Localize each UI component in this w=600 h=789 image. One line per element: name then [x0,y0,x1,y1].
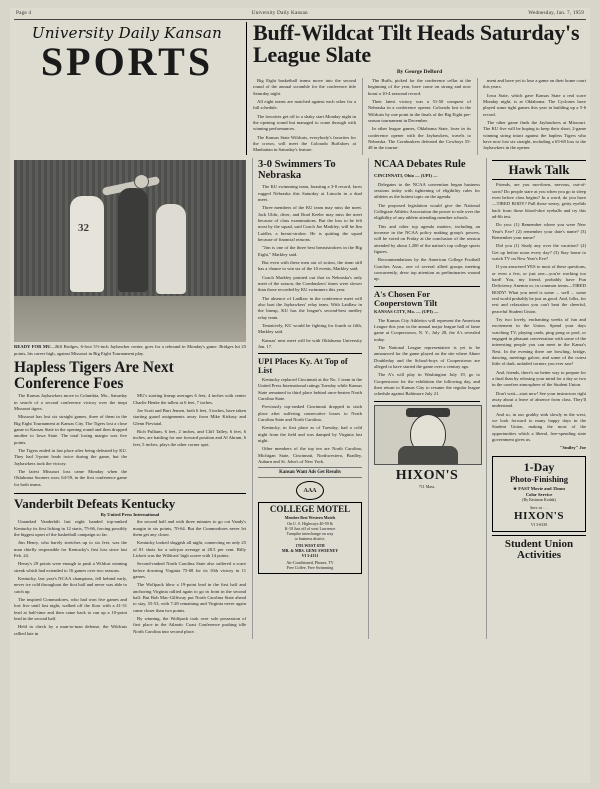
folio-center: University Daily Kansan [251,10,308,16]
motel-services-1: Air-Conditioned, Phones, TV [286,560,334,566]
paragraph: Kentucky replaced Cincinnati at the No. 1 team in the United Press International ratings Tuesday while Kansas State remained in third place behind once-beaten North Carolina State. [258,377,362,401]
paragraph: the second half and with three minutes to go cut Vandy's margin to six points, 70-64. But the Commodores never let them get any closer. [133,519,246,538]
paragraph: Kentucky looked sluggish all night, connecting on only 25 of 81 shots for a sub-par average at 28.5 per cent. Billy Lickert was the Wildcats' high scorer with 14 points. [133,540,246,559]
motel-line-3: Turnpike interchange on way [286,530,334,536]
tigers-col-2 [133,393,246,490]
union-line-1: Student Union [504,537,574,550]
sports-masthead [14,22,246,83]
motel-address: 1703 WEST 6TH [295,543,325,548]
tigers-columns [14,393,246,490]
paragraph: The Tigers ended in last place after being defeated by KU. They had 3-point leads twice during the game, but the Jayhawkers took the victory. [14,448,127,466]
aaa-badge [258,481,362,500]
folio [14,10,586,18]
vanderbilt-headline: Vanderbilt Defeats Kentucky [14,496,176,512]
paragraph: The Kansas State Wildcats, everybody's favorites for the crown, will meet the Colorado Buffaloes at Manhattan in Saturday's feature. [253,134,356,153]
union-line-2: Activities [517,549,561,562]
paragraph: Three members of the KU team may miss the meet. Jack Uhlir, diver, and Brad Keeler may miss the meet because of class examinations. But the loss to be felt most by the squad, said Coach Joe Markley, will be Jim Laidler, a breast-stroker. He is quitting the squad because of financial reasons. [258,205,362,242]
paragraph: The inspired Commodores, who had won five games and lost five until last night, walked off the floor with a 41-31 lead at half-time and then came back to run up a 10-point lead in the second half. [14,597,127,622]
photo-finishing-kodacolor: (By Eastman Kodak) [522,497,556,503]
lead-headline: Buff-Wildcat Tilt Heads Saturday's League Slate [253,20,580,68]
paragraph: Held in check by a man-to-man defense, the Wildcats rallied late in [14,624,127,636]
ncaa-headline: NCAA Debates Rule [374,159,466,171]
tigers-col-1 [14,393,127,490]
motel-line-4: to business district. [294,535,326,541]
paragraph: Don't wait—start now! See your instructors right away about a leave of absence from class. They'll understand. [492,390,586,409]
paragraph: By winning, the Wolfpack took over sole possession of first place in the Atlantic Coast Conference pushing idle North Carolina into second place. [133,616,246,634]
photo-finishing-ad[interactable] [492,456,586,532]
cooperstown-dateline: KANSAS CITY, Mo. — (UPI) — [374,309,439,315]
lead-col-2 [362,78,471,156]
college-motel-ad[interactable] [258,502,362,573]
paragraph: The KU swimming team, boasting a 3-0 record, faces rugged Nebraska this Saturday at Lincoln in a dual meet. [258,184,362,202]
motel-line-2: K-10 Just off of west Lawrence [284,525,336,531]
paragraph: The Buffs, picked for the conference cellar at the beginning of the year, have come on strong and now boast a 10-4 seasonal record. [368,77,471,96]
sports-wordmark: SPORTS [40,39,214,84]
ncaa-body [374,173,480,282]
paragraph: The Wolfpack blew a 19-point lead in the first half and anchoring Virginia rallied again to go in front in the second half. But Bob Mac-Gillivray put North Carolina State ahead to stay, 55-53, with 7:28 remaining and Virginia never again came closer than two points. [133,582,246,613]
cooperstown-body [374,309,480,397]
paragraph: Did you (1) Study any over the vacation? (2) Get up before noon every day? (3) Stay home to watch TV on New Year's Eve? [492,243,586,262]
paragraph: The latest Missouri loss came Monday when the Oklahoma Sooners won, 64-59, in the first conference game for both teams. [14,469,127,487]
photo-caption [14,344,246,356]
motel-owners: MR. & MRS. GENE SWEENEY [281,548,339,554]
paper-script-title: University Daily Kansan [31,24,223,42]
paragraph: In other league games, Oklahoma State, loser in its conference opener with the Jayhawkers, travels to Nebraska. The Cornhuskers defeated the Cowboys 55-48 in the tourna- [368,126,471,151]
paragraph: The A's will play in Washington July 19, go to Cooperstown for the exhibition the following day, and then return to Kansas City to resume the regular league schedule against Baltimore July 21. [374,372,480,397]
paragraph: Unranked Vanderbilt last night handed top-ranked Kentucky its first licking in 12 starts, 75-66, forcing possibly the biggest upset of the basketball campaign so far. [14,519,127,538]
caption-text: —Bill Bridges, 6-foot 5½-inch Jayhawker center, goes for a rebound in Monday's game. Bridges hit 25 points, his career high, against Missouri in Big Eight Tournament play. [14,344,246,356]
photo-finishing-big: 1-Day [523,459,555,474]
paragraph: And, friends, there's no better way to prepare for a final than by relaxing your mind for a day or two in the carefree atmosphere of the Student Union. [492,369,586,388]
paragraph: Missouri has lost six straight games, three of them in the Big Eight Tournament at Kansas City. The Tigers lost a close game to Kansas State in the opening round and then dropped another to Iowa State. The total losing margin was five points. [14,414,127,445]
paragraph: Kansas' next meet will be with Oklahoma University Jan. 17. [258,337,362,349]
paragraph: The Kansas Jayhawkers move to Columbia, Mo., Saturday in search of a second conference victory over the inept Missouri tigers. [14,393,127,412]
paragraph: Try two lovely, enchanting weeks of fun and excitement in the Union. Spend your days watching TV, playing cards, ping pong or pool, or engaged in pleasant conversation with some of the interesting people you can meet in the Kansa's Nest. In the evening there are bowling, bridge, dancing, meetings galore, and some of the cutest little of dark, unfaded corners you ever saw! [492,317,586,367]
paragraph: Second-ranked North Carolina State also suffered a scare before downing Virginia 75-68 for its 10th victory in 11 games. [133,561,246,580]
photo-finishing-star-2: Color Service [525,492,553,498]
paragraph: Other members of the top ten are North Carolina, Michigan State, Cincinnati, Northwestern, Bradley, Auburn and St. John's of New York. [258,446,362,464]
swimmers-headline: 3-0 Swimmers To Nebraska [258,159,336,182]
paragraph: Coach Markley pointed out that in Nebraska's only meet of the season, the Cornhuskers' times were slower than those recorded by KU swimmers this year. [258,274,362,293]
student-union-ad[interactable] [492,539,586,562]
motel-line-1: On U. S. Highways 40-59 & [287,520,333,526]
paragraph: The Kansas City Athletics will represent the American League this year in the annual major league hall of fame game at Cooperstown, N. Y., July 28, the A's revealed today. [374,317,480,342]
paragraph: But even with these men out of action, the team still has a chance to win six of the 10 events, Markley said. [258,259,362,272]
aaa-logo: AAA [296,481,324,500]
swimmers-column [252,158,362,639]
paragraph: All eight teams are matched against each other for a full schedule. [253,98,356,111]
motel-member: Member Best Western Motels [284,515,336,521]
hixon-phone: VI 3-6339 [530,522,548,528]
paragraph: "Jim is one of the three best breaststrokers in the Big Eight," Markley said. [258,245,362,257]
hixon-ad-name[interactable]: HIXON'S [395,467,459,483]
paragraph: Recommendations by the American College Football Coaches Assn., one of several allied groups meeting concurrently, drew top attention as preliminaries wound up. [374,257,480,282]
photo-finishing-title: Photo-Finishing [509,473,569,484]
upi-body [258,377,362,465]
paragraph: Kentucky, last year's NCAA champions, fell behind early, never ice cold throughout the first half and never was able to catch up. [14,576,127,594]
paragraph: Rich Pulliam, 6 feet, 2 inches, and Cliff Talley, 6 feet, 6 inches, are battling for one forward position and Al Abram, 6 feet, 5 inches, plays the other corner spot. [133,429,246,447]
folio-right: Wednesday, Jan. 7, 1959 [528,10,584,16]
paragraph: This and other top agenda matters, including an increase in the NCAA policy making group's powers, will be voted on Friday at the conclusion of the session attended by about 1,200 of the nation's top college sports figures. [374,223,480,254]
swimmers-body [258,184,362,350]
paragraph: Henry's 29 points were enough to push a Wildcat winning streak which had extended to 16 games over two seasons. [14,561,127,573]
lead-col-1 [253,78,356,156]
lead-columns [253,78,586,156]
paragraph: If you answered YES to most of these questions, or even a few, or just one—you're working too hard! You, my friend, probably have Fun Deficiency Anemia or, in common terms—TIRED BODY! What you need is some ... well ... some real world probably be just as good. And, folks, for rest and relaxation you can't beat the cheerful, peaceful Student Union. [492,264,586,314]
paragraph: Previously top-ranked Cincinnati dropped to sixth place after suffering consecutive losses to North Carolina State and North Carolina. [258,404,362,422]
paragraph: MU's starting lineup averages 6 feet, 4 inches with center Charlie Henke the tallest at 6 feet, 7 inches. [133,393,246,405]
paragraph: Tentatively, KU would be fighting for fourth or fifth, Markley said. [258,322,362,335]
paragraph: The absence of Laidlaw in the conference meet will also hurt the Jayhawkers' relay team. With Laidlaw in the lineup, KU has the league's second-best medley relay team. [258,295,362,320]
ncaa-dateline: CINCINNATI, Ohio — (UPI) — [374,173,438,179]
motel-name: COLLEGE MOTEL [269,504,351,515]
paragraph: The other game finds the Jayhawkers at Missouri. The KU five will be hoping to keep their short, 2-game winning string intact against the hapless Tigers who have now lost six straight, including a 65-68 loss to the Jayhawkers in the opener. [483,119,586,151]
hawk-talk-body [492,182,586,451]
motel-services-2: Free Coffee, Free Swimming [286,565,334,571]
paragraph: ment and have yet to lose a game on their home court this years. [483,77,586,90]
ncaa-column [368,158,480,639]
hixon-logo[interactable]: HIXON'S [514,510,564,523]
jersey-number: 32 [78,222,89,235]
motel-phone: VI 3-4131 [301,553,319,559]
want-ads-tagline: Kansan Want Ads Get Results [279,470,341,476]
vanderbilt-byline: By United Press International [100,512,160,518]
paragraph: Delegates to the NCAA convention began business sessions today with tightening of eligibility rules for athletes as the hottest topic on the agenda. [374,181,480,200]
basketball-photo [14,160,246,342]
paragraph: The favorites get off to a shaky start Monday night in the opening round but managed to come through with winning performances. [253,113,356,132]
vanderbilt-col-1 [14,519,127,639]
star-line-1: FAST Movie and 35mm [518,486,565,492]
paragraph: Joe Scott and Burt Jensen, both 6 feet, 3 inches, have taken starting guard assignments away from Mike Kirkasy and Glenn Fieviatal. [133,408,246,426]
paragraph: Do you: (1) Remember where you were New Year's Eve? (2) remember your date's name? (3) Remember your name? [492,222,586,241]
left-column-block [14,158,246,639]
paragraph: The National League representative is yet to be announced for the game played on the site where Abner Doubleday and the School-boys of Cooperstown are alleged to have started the game over a century ago. [374,345,480,370]
cartoon-illustration [374,405,482,465]
paragraph: The proposed legislation would give the National Collegiate Athletic Association the power to rule over the eligibility of any athlete attending member schools. [374,202,480,221]
hawk-talk-column [486,158,586,639]
paragraph: Big Eight basketball teams move into the second round of the annual scramble for the conference title Saturday night. [253,77,356,96]
folio-left: Page 4 [16,10,32,16]
lead-story [246,22,586,155]
paragraph: Kentucky, in first place as of Tuesday, had a cold night from the field and was damped by Virginia last night. [258,425,362,443]
vanderbilt-columns [14,519,246,639]
hixon-address: 711 Mass. [418,483,436,489]
cooperstown-headline: A's Chosen For Cooperstown Tilt [374,288,438,308]
paragraph: Jim Henry, who barely stretches up to six feet, was the man chiefly responsible for Kentucky's first loss since last Feb. 24. [14,540,127,559]
hawk-talk-signature: "Smiley" Joe [559,445,586,451]
paragraph: And so, in our grubby sink slowly in the west, we look forward to many happy days in the Student Union, making the most of the opportunities which a liberal, free-spending state government gives us. [492,411,586,442]
tigers-headline: Hapless Tigers Are Next Conference Foes [14,358,174,392]
paragraph: Friends, are you run-down, nervous, out-of-sorts? Do people stare at you when you go to sleep even before class begins? In a word, do you have—TIRED BODY? Pull those weary, gritty eyelids back from those blood-shot eyeballs and try this ad-lib test. [492,182,586,220]
hixon-save-tag: Save at . . . [530,505,548,511]
lead-col-3 [477,78,586,156]
paragraph: Iowa State, which gave Kansas State a real scare Monday night, is at Oklahoma. The Cyclones have played some tight games this year in building up a 5-6 record. [483,92,586,117]
caption-lead: READY FOR MU [14,344,51,350]
vanderbilt-col-2 [133,519,246,639]
paragraph: Their latest victory was a 51-50 conquest of Nebraska in a conference opener. Colorado lost to the Wildcats by one point in the finals of the Big Eight pre-season tournament in December. [368,98,471,123]
photo-finishing-star-1: ★ FAST Movie and 35mm [513,486,565,492]
hawk-talk-headline: Hawk Talk [492,160,586,180]
upi-headline: UPI Places Ky. At Top of List [258,356,348,376]
lead-byline: By George DeBord [396,68,443,75]
middle-section [14,158,586,639]
masthead [14,22,586,155]
